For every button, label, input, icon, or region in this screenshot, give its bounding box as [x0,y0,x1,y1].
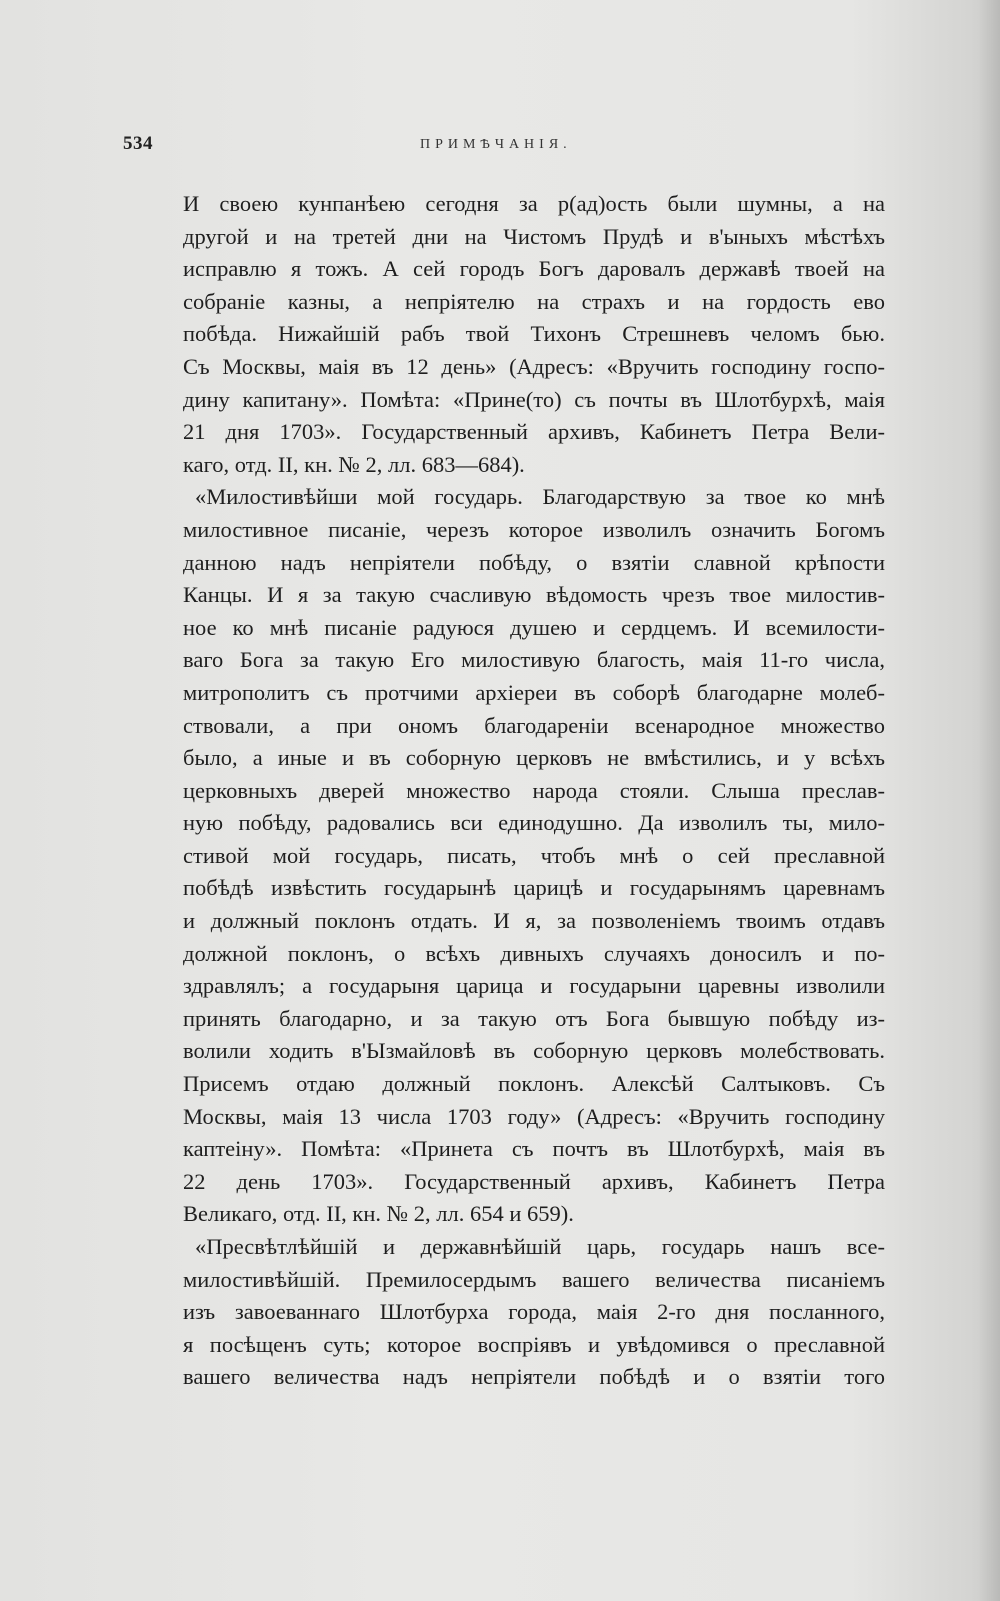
text-line: я посѣщенъ суть; которое воспріявъ и увѣдомився о преславной [183,1331,885,1357]
text-line: каптеіну». Помѣта: «Принета съ почтъ въ Шлотбурхѣ, маія въ [183,1136,885,1162]
page-edge-shadow [978,0,1000,1601]
text-line: ную побѣду, радовались вси единодушно. Да изволилъ ты, мило- [183,810,885,836]
text-line: другой и на третей дни на Чистомъ Прудѣ и в'ыныхъ мѣстѣхъ [183,223,885,249]
text-line: митрополитъ съ протчими архіереи въ соборѣ благодарне молеб- [183,679,885,705]
text-line: Канцы. И я за такую счасливую вѣдомость чрезъ твое милостив- [183,582,885,608]
text-line: собраніе казны, а непріятелю на страхъ и на гордость ево [183,288,885,314]
text-line: Москвы, маія 13 числа 1703 году» (Адресъ: «Вручить господину [183,1103,885,1129]
text-line: дину капитану». Помѣта: «Прине(то) съ почты въ Шлотбурхѣ, маія [183,386,885,412]
text-line: исправлю я тожъ. А сей городъ Богъ даровалъ державѣ твоей на [183,256,885,282]
text-line: было, а иные и въ соборную церковъ не вмѣстились, и у всѣхъ [183,745,885,771]
text-line: ваго Бога за такую Его милостивую благость, маія 11-го числа, [183,647,885,673]
text-line: побѣда. Нижайшій рабъ твой Тихонъ Стрешневъ челомъ бью. [183,321,885,347]
text-line: побѣдѣ извѣстить государынѣ царицѣ и государынямъ царевнамъ [183,875,885,901]
text-line: каго, отд. II, кн. № 2, лл. 683—684). [183,451,525,477]
text-line: вашего величества надъ непріятели побѣдѣ и о взятіи того [183,1364,885,1390]
text-line: ствовали, а при ономъ благодареніи всенародное множество [183,712,885,738]
text-line: ное ко мнѣ писаніе радуюся душею и сердцемъ. И всемилости- [183,614,885,640]
text-line: 21 дня 1703». Государственный архивъ, Кабинетъ Петра Вели- [183,419,885,445]
running-head: ПРИМѢЧАНІЯ. [420,137,572,152]
text-line: 22 день 1703». Государственный архивъ, Кабинетъ Петра [183,1168,885,1194]
text-line: стивой мой государь, писать, чтобъ мнѣ о сей преславной [183,842,885,868]
page-number: 534 [123,133,153,154]
text-line: Съ Москвы, маія въ 12 день» (Адресъ: «Вручить господину госпо- [183,353,885,379]
text-line: изъ завоеваннаго Шлотбурха города, маія 2-го дня посланного, [183,1299,885,1325]
text-line: здравлялъ; а государыня царица и государыни царевны изволили [183,973,885,999]
text-line: волили ходить в'Ызмайловѣ въ соборную церковъ молебствовать. [183,1038,885,1064]
text-line: церковныхъ дверей множество народа стояли. Слыша преслав- [183,777,885,803]
text-line: должной поклонъ, о всѣхъ дивныхъ случаяхъ доносилъ и по- [183,940,885,966]
text-line: «Пресвѣтлѣйшій и державнѣйшій царь, государь нашъ все- [195,1234,885,1259]
text-line: милостивное писаніе, черезъ которое изволилъ означить Богомъ [183,516,885,542]
text-line: данною надъ непріятели побѣду, о взятіи славной крѣпости [183,549,885,575]
text-line: милостивѣйшій. Премилосердымъ вашего величества писаніемъ [183,1266,885,1292]
text-line: и должный поклонъ отдать. И я, за позволеніемъ твоимъ отдавъ [183,908,885,934]
text-line: Присемъ отдаю должный поклонъ. Алексѣй Салтыковъ. Съ [183,1071,885,1097]
text-line: И своею кунпанѣею сегодня за р(ад)ость были шумны, а на [183,191,885,216]
text-line: «Милостивѣйши мой государь. Благодарствую за твое ко мнѣ [195,484,885,510]
text-line: Великаго, отд. II, кн. № 2, лл. 654 и 659). [183,1201,574,1227]
body-text [183,188,885,1394]
text-line: принять благодарно, и за такую отъ Бога бывшую побѣду из- [183,1005,885,1031]
